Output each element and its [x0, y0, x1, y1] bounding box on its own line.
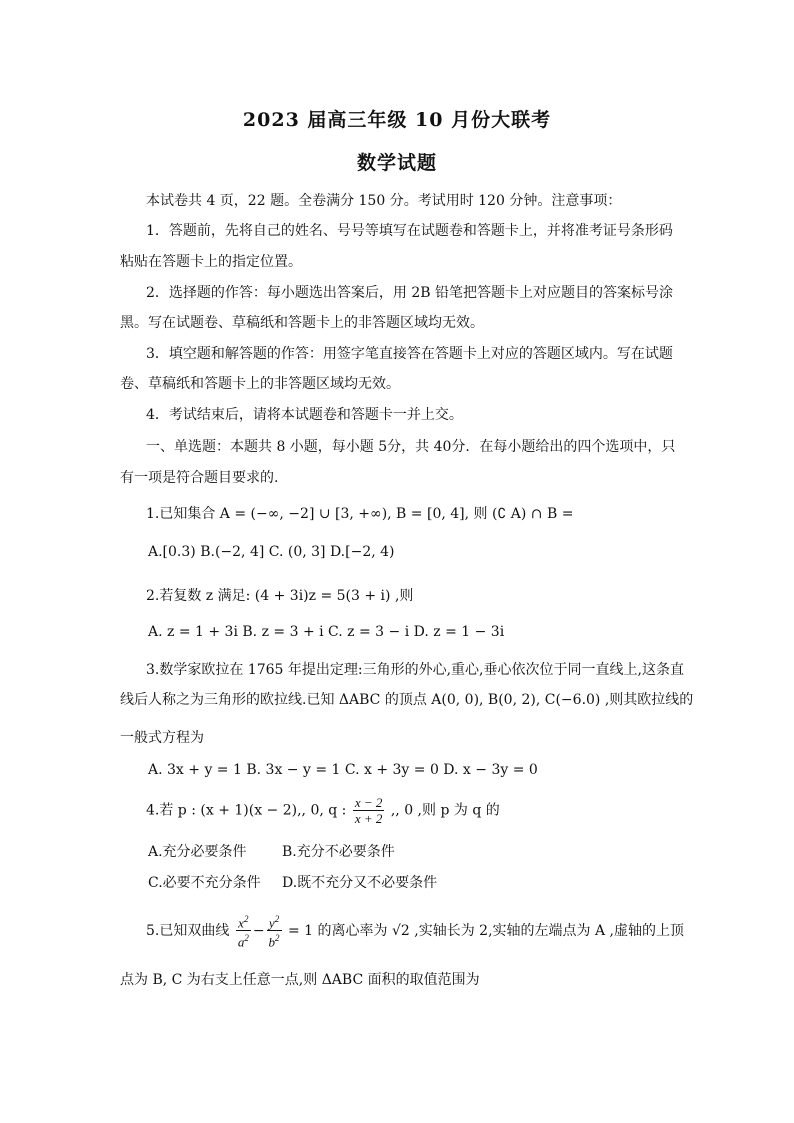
question-5-stem-pre: 5.已知双曲线 — [146, 922, 230, 939]
instruction-2-line2: 黑。写在试题卷、草稿纸和答题卡上的非答题区域均无效。 — [120, 315, 484, 331]
question-5-line2: 点为 B, C 为右支上任意一点,则 ΔABC 面积的取值范围为 — [120, 972, 480, 988]
question-1-stem: 1.已知集合 A = (−∞, −2] ∪ [3, +∞), B = [0, 4], 则 (∁ A) ∩ B = — [146, 506, 574, 522]
question-4-stem-post: ,, 0 ,则 p 为 q 的 — [390, 802, 500, 819]
question-4-fraction — [353, 795, 385, 826]
question-5-stem-post: = 1 的离心率为 √2 ,实轴长为 2,实轴的左端点为 A ,虚轴的上顶 — [288, 922, 684, 939]
question-4-frac-num: x − 2 — [354, 795, 383, 810]
instruction-1-line2: 粘贴在答题卡上的指定位置。 — [120, 254, 302, 270]
section-1-heading-line1: 一、单选题：本题共 8 小题，每小题 5分，共 40分．在每小题给出的四个选项中，只 — [146, 439, 676, 455]
exam-title: 2023 届高三年级 10 月份大联考 — [242, 109, 552, 131]
exam-subtitle: 数学试题 — [356, 152, 437, 174]
question-4-frac-den: x + 2 — [354, 811, 383, 826]
instruction-3-line2: 卷、草稿纸和答题卡上的非答题区域均无效。 — [120, 376, 400, 392]
question-2-stem: 2.若复数 z 满足: (4 + 3i)z = 5(3 + i) ,则 — [146, 588, 414, 604]
question-4-option-b: B.充分不必要条件 — [282, 844, 395, 860]
question-1-options: A.[0.3) B.(−2, 4] C. (0, 3] D.[−2, 4) — [148, 544, 395, 560]
instruction-1-line1: 1．答题前，先将自己的姓名、号号等填写在试题卷和答题卡上，并将准考证号条形码 — [146, 223, 673, 239]
question-4-stem — [146, 795, 500, 826]
question-3-line1: 3.数学家欧拉在 1765 年提出定理:三角形的外心,重心,垂心依次位于同一直线上,这条直 — [146, 662, 684, 678]
question-5-fraction-y: $\frac{y^2}{b^2}$ — [268, 914, 280, 950]
section-1-heading-line2: 有一项是符合题目要求的. — [120, 470, 279, 486]
question-5-fraction-x: $\frac{x^2}{a^2}$ — [237, 914, 249, 950]
question-2-options: A. z = 1 + 3i B. z = 3 + i C. z = 3 − i D. z = 1 − 3i — [148, 624, 505, 640]
instruction-4: 4．考试结束后，请将本试题卷和答题卡一并上交。 — [146, 407, 463, 423]
question-4-option-d: D.既不充分又不必要条件 — [282, 875, 438, 891]
question-3-options: A. 3x + y = 1 B. 3x − y = 1 C. x + 3y = 0 D. x − 3y = 0 — [148, 762, 538, 778]
question-4-stem-pre: 4.若 p : (x + 1)(x − 2),, 0, q : — [146, 802, 347, 819]
question-3-line3: 一般式方程为 — [120, 730, 204, 746]
instructions-intro: 本试卷共 4 页，22 题。全卷满分 150 分。考试用时 120 分钟。注意事项： — [146, 193, 622, 209]
question-4-option-a: A.充分必要条件 — [148, 844, 247, 860]
question-5-stem: 5.已知双曲线 $\frac{x^2}{a^2}$ − $\frac{y^2}{b^2}$ = 1 的离心率为 √2 ,实轴长为 2,实轴的左端点为 A ,虚轴的上顶 — [146, 914, 684, 950]
question-4-option-c: C.必要不充分条件 — [148, 875, 261, 891]
instruction-2-line1: 2．选择题的作答：每小题选出答案后，用 2B 铅笔把答题卡上对应题目的答案标号涂 — [146, 285, 674, 301]
instruction-3-line1: 3．填空题和解答题的作答：用签字笔直接答在答题卡上对应的答题区域内。写在试题 — [146, 346, 673, 362]
question-3-line2: 线后人称之为三角形的欧拉线.已知 ΔABC 的顶点 A(0, 0), B(0, 2), C(−6.0) ,则其欧拉线的 — [120, 692, 694, 708]
